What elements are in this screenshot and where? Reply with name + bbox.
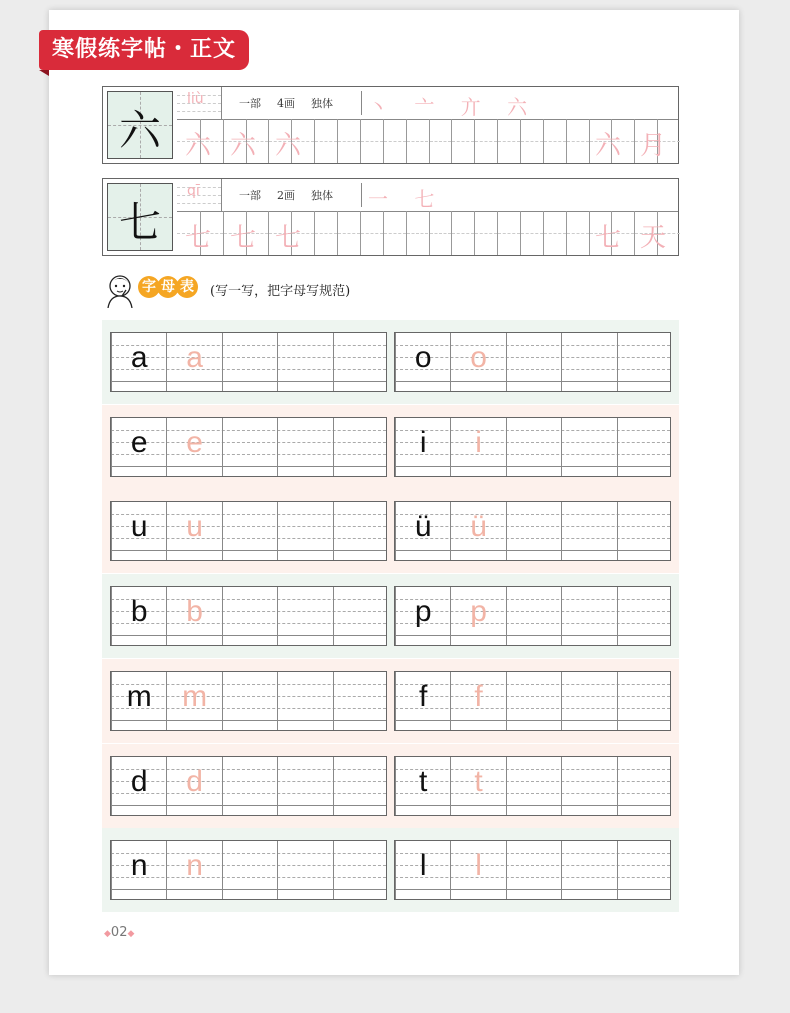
practice-cell[interactable]	[337, 211, 360, 255]
letter-cell[interactable]	[506, 587, 561, 645]
practice-cell[interactable]	[474, 119, 497, 163]
letter-cell[interactable]	[450, 757, 505, 815]
letter-cell[interactable]	[617, 757, 672, 815]
trace-letter: m	[182, 679, 208, 713]
letter-practice-row	[394, 671, 671, 731]
letter-band	[102, 744, 679, 828]
letter-cell[interactable]	[222, 502, 277, 560]
letter-cell[interactable]	[333, 333, 388, 391]
trace-letter: p	[470, 595, 487, 629]
character-row	[102, 86, 679, 164]
letter-cell[interactable]	[277, 672, 332, 730]
trace-letter: l	[475, 849, 482, 883]
alphabet-section-heading	[102, 272, 502, 308]
letter-practice-row	[394, 756, 671, 816]
practice-cell[interactable]	[314, 211, 337, 255]
letter-cell[interactable]	[450, 672, 505, 730]
letter-cell[interactable]	[333, 757, 388, 815]
model-letter: f	[419, 679, 428, 713]
practice-cell[interactable]	[337, 119, 360, 163]
letter-cell[interactable]	[111, 841, 166, 899]
practice-cell[interactable]	[406, 211, 429, 255]
letter-cell[interactable]	[277, 333, 332, 391]
letter-cell[interactable]	[333, 841, 388, 899]
practice-cell[interactable]	[360, 119, 383, 163]
letter-practice-row	[110, 840, 387, 900]
letter-cell[interactable]	[277, 587, 332, 645]
letter-cell[interactable]	[561, 672, 616, 730]
letter-cell[interactable]	[111, 672, 166, 730]
letter-cell[interactable]	[506, 502, 561, 560]
letter-cell[interactable]	[395, 502, 450, 560]
practice-cell[interactable]	[520, 119, 543, 163]
practice-cell[interactable]	[383, 119, 406, 163]
practice-cell[interactable]	[314, 119, 337, 163]
practice-cell[interactable]	[451, 211, 474, 255]
letter-cell[interactable]	[617, 333, 672, 391]
character-model-box	[107, 91, 173, 159]
letter-cell[interactable]	[561, 587, 616, 645]
letter-practice-row	[394, 840, 671, 900]
banner-fold	[39, 70, 49, 76]
practice-cell[interactable]	[383, 211, 406, 255]
letter-cell[interactable]	[450, 333, 505, 391]
practice-cell[interactable]	[520, 211, 543, 255]
letter-cell[interactable]	[111, 418, 166, 476]
letter-cell[interactable]	[561, 333, 616, 391]
model-letter: d	[130, 764, 148, 798]
letter-cell[interactable]	[506, 333, 561, 391]
letter-practice-row	[110, 501, 387, 561]
pinyin-box	[177, 179, 222, 211]
trace-letter: ü	[470, 510, 487, 544]
letter-cell[interactable]	[450, 587, 505, 645]
character-meta: 一部 2画 独体	[239, 189, 333, 202]
trace-char: 六	[230, 131, 257, 161]
trace-letter: t	[474, 764, 483, 798]
page-number: ◆02◆	[104, 925, 135, 940]
model-letter: b	[130, 595, 148, 629]
model-character: 七	[118, 198, 161, 247]
letter-cell[interactable]	[395, 841, 450, 899]
letter-cell[interactable]	[166, 502, 221, 560]
letter-cell[interactable]	[222, 587, 277, 645]
letter-cell[interactable]	[222, 757, 277, 815]
letter-cell[interactable]	[506, 757, 561, 815]
letter-cell[interactable]	[617, 587, 672, 645]
practice-cell[interactable]	[566, 119, 589, 163]
model-letter: e	[130, 425, 148, 459]
letter-practice-row	[110, 756, 387, 816]
letter-cell[interactable]	[111, 502, 166, 560]
trace-letter: f	[474, 679, 483, 713]
practice-cell[interactable]	[451, 119, 474, 163]
pinyin-text: liù	[187, 91, 204, 107]
letter-cell[interactable]	[506, 672, 561, 730]
practice-cell[interactable]	[429, 119, 452, 163]
letter-cell[interactable]	[166, 672, 221, 730]
letter-practice-row	[394, 417, 671, 477]
practice-cell[interactable]	[497, 119, 520, 163]
child-thinking-icon	[102, 272, 138, 308]
practice-grid[interactable]	[177, 211, 678, 255]
banner-title: 寒假练字帖・正文	[39, 30, 249, 70]
model-letter: t	[419, 764, 428, 798]
model-character: 六	[118, 106, 161, 155]
trace-letter: n	[186, 849, 203, 883]
letter-cell[interactable]	[333, 502, 388, 560]
letter-cell[interactable]	[222, 841, 277, 899]
trace-letter: d	[186, 764, 203, 798]
letter-cell[interactable]	[450, 418, 505, 476]
practice-grid[interactable]	[177, 119, 678, 163]
stroke-order: 丶 亠 亣 六	[361, 91, 537, 115]
practice-cell[interactable]	[406, 119, 429, 163]
model-letter: n	[130, 849, 148, 883]
practice-cell[interactable]	[566, 211, 589, 255]
letter-band	[102, 574, 679, 658]
word-char: 月	[640, 131, 667, 161]
practice-cell[interactable]	[429, 211, 452, 255]
letter-cell[interactable]	[561, 418, 616, 476]
letter-cell[interactable]	[277, 757, 332, 815]
letter-cell[interactable]	[561, 757, 616, 815]
letter-practice-row	[394, 586, 671, 646]
model-letter: p	[414, 595, 432, 629]
letter-cell[interactable]	[333, 418, 388, 476]
practice-cell[interactable]	[497, 211, 520, 255]
letter-cell[interactable]	[166, 587, 221, 645]
practice-cell[interactable]	[360, 211, 383, 255]
trace-char: 六	[185, 131, 212, 161]
letter-cell[interactable]	[617, 672, 672, 730]
character-model-box	[107, 183, 173, 251]
trace-letter: e	[186, 425, 203, 459]
letter-cell[interactable]	[277, 502, 332, 560]
model-letter: o	[414, 341, 432, 374]
trace-char: 六	[275, 131, 302, 161]
letter-cell[interactable]	[506, 841, 561, 899]
model-letter: i	[419, 425, 427, 459]
model-letter: a	[130, 341, 148, 374]
letter-practice-row	[110, 332, 387, 392]
letter-practice-row	[394, 501, 671, 561]
letter-cell[interactable]	[277, 418, 332, 476]
trace-char: 七	[185, 223, 212, 253]
letter-cell[interactable]	[395, 757, 450, 815]
letter-cell[interactable]	[617, 841, 672, 899]
letter-band	[102, 320, 679, 404]
model-letter: l	[419, 849, 427, 883]
letter-cell[interactable]	[506, 418, 561, 476]
trace-letter: i	[475, 425, 482, 459]
word-char: 七	[595, 223, 622, 253]
letter-cell[interactable]	[166, 757, 221, 815]
pinyin-text: qī	[187, 183, 200, 199]
character-info	[177, 87, 678, 120]
trace-letter: a	[186, 341, 203, 374]
model-letter: u	[130, 510, 148, 544]
letter-cell[interactable]	[395, 418, 450, 476]
letter-cell[interactable]	[333, 587, 388, 645]
section-title: 字 母 表	[138, 276, 195, 298]
letter-cell[interactable]	[222, 418, 277, 476]
character-row	[102, 178, 679, 256]
trace-letter: o	[470, 341, 487, 374]
letter-cell[interactable]	[561, 841, 616, 899]
practice-cell[interactable]	[543, 211, 566, 255]
trace-char: 七	[275, 223, 302, 253]
practice-cell[interactable]	[474, 211, 497, 255]
character-info	[177, 179, 678, 212]
letter-cell[interactable]	[166, 418, 221, 476]
trace-letter: u	[186, 510, 203, 544]
letter-cell[interactable]	[277, 841, 332, 899]
letter-cell[interactable]	[222, 333, 277, 391]
model-letter: ü	[414, 510, 432, 544]
letter-band	[102, 659, 679, 743]
letter-cell[interactable]	[450, 502, 505, 560]
letter-cell[interactable]	[166, 841, 221, 899]
letter-practice-row	[110, 586, 387, 646]
letter-cell[interactable]	[617, 418, 672, 476]
letter-cell[interactable]	[111, 587, 166, 645]
word-char: 六	[595, 131, 622, 161]
letter-cell[interactable]	[450, 841, 505, 899]
letter-cell[interactable]	[166, 333, 221, 391]
letter-cell[interactable]	[111, 757, 166, 815]
letter-cell[interactable]	[395, 587, 450, 645]
letter-band	[102, 828, 679, 912]
letter-practice-row	[110, 417, 387, 477]
practice-cell[interactable]	[543, 119, 566, 163]
letter-practice-row	[394, 332, 671, 392]
letter-band	[102, 405, 679, 489]
character-meta: 一部 4画 独体	[239, 97, 333, 110]
letter-band	[102, 489, 679, 573]
trace-letter: b	[186, 595, 203, 629]
letter-cell[interactable]	[561, 502, 616, 560]
pinyin-box	[177, 87, 222, 119]
letter-cell[interactable]	[395, 672, 450, 730]
letter-practice-row	[110, 671, 387, 731]
trace-char: 七	[230, 223, 257, 253]
letter-cell[interactable]	[617, 502, 672, 560]
word-char: 天	[640, 223, 667, 253]
letter-cell[interactable]	[333, 672, 388, 730]
letter-cell[interactable]	[111, 333, 166, 391]
stroke-order: 一 七	[361, 183, 444, 207]
letter-cell[interactable]	[395, 333, 450, 391]
model-letter: m	[126, 679, 152, 713]
section-subtitle: (写一写，把字母写规范)	[210, 284, 351, 299]
letter-cell[interactable]	[222, 672, 277, 730]
